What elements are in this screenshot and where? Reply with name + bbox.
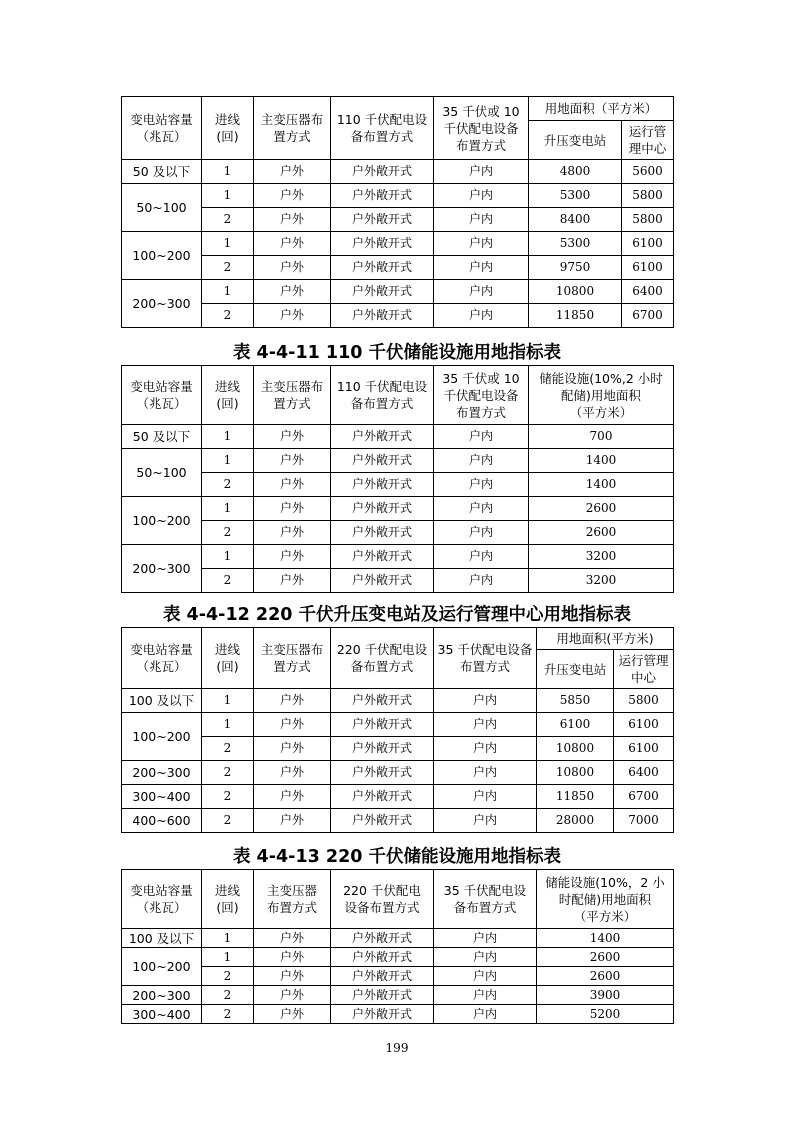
cell-d2: 户内 xyxy=(434,160,529,184)
cell-area: 8400 xyxy=(529,208,622,232)
table-row xyxy=(122,521,674,545)
cell-lines: 1 xyxy=(202,449,254,473)
cell-area: 4800 xyxy=(529,160,622,184)
header-transformer: 主变压器 布置方式 xyxy=(254,870,331,929)
cell-d1: 户外敞开式 xyxy=(331,569,434,593)
header-110kv-distribution: 110 千伏配电设 备布置方式 xyxy=(331,97,434,160)
cell-tr: 户外 xyxy=(254,449,331,473)
header-station: 升压变电站 xyxy=(529,121,622,160)
cell-d2: 户内 xyxy=(434,280,529,304)
cell-d1: 户外敞开式 xyxy=(331,208,434,232)
cell-mgmt: 6100 xyxy=(622,256,674,280)
cell-tr: 户外 xyxy=(254,521,331,545)
cell-d1: 户外敞开式 xyxy=(331,184,434,208)
table-row xyxy=(122,160,674,184)
cell-tr: 户外 xyxy=(254,689,331,713)
header-mgmt-center: 运行管理 中心 xyxy=(614,650,674,689)
cell-area: 700 xyxy=(529,425,674,449)
cell-d2: 户内 xyxy=(434,184,529,208)
cell-area: 3900 xyxy=(537,986,674,1005)
cell-d1: 户外敞开式 xyxy=(331,521,434,545)
cell-tr: 户外 xyxy=(254,280,331,304)
cell-d1: 户外敞开式 xyxy=(331,232,434,256)
cell-d1: 户外敞开式 xyxy=(331,304,434,328)
header-land-area: 用地面积（平方米） xyxy=(529,97,674,121)
cell-d2: 户内 xyxy=(434,713,537,737)
cell-lines: 1 xyxy=(202,689,254,713)
table-row xyxy=(122,545,674,569)
cell-tr: 户外 xyxy=(254,545,331,569)
cell-area: 28000 xyxy=(537,809,614,833)
cell-d1: 户外敞开式 xyxy=(331,425,434,449)
cell-lines: 2 xyxy=(202,785,254,809)
cell-d1: 户外敞开式 xyxy=(331,256,434,280)
table-row xyxy=(122,929,674,948)
cell-capacity: 100~200 xyxy=(122,232,202,280)
cell-area: 1400 xyxy=(537,929,674,948)
table-title-4-4-12: 表 4-4-12 220 千伏升压变电站及运行管理中心用地指标表 xyxy=(162,605,632,625)
land-index-table-110kv-storage xyxy=(121,365,674,593)
cell-d1: 户外敞开式 xyxy=(331,689,434,713)
cell-area: 5200 xyxy=(537,1005,674,1024)
cell-tr: 户外 xyxy=(254,425,331,449)
cell-capacity: 100~200 xyxy=(122,948,202,986)
header-lines: 进线 (回) xyxy=(202,97,254,160)
cell-tr: 户外 xyxy=(254,569,331,593)
header-220kv-distribution: 220 千伏配电设 备布置方式 xyxy=(331,628,434,689)
table-row xyxy=(122,425,674,449)
cell-lines: 2 xyxy=(202,761,254,785)
cell-area: 3200 xyxy=(529,545,674,569)
cell-d2: 户内 xyxy=(434,1005,537,1024)
table-row xyxy=(122,785,674,809)
land-index-table-110kv-station xyxy=(121,96,674,328)
header-35kv-distribution: 35 千伏配电设备 布置方式 xyxy=(434,628,537,689)
cell-lines: 1 xyxy=(202,425,254,449)
cell-d2: 户内 xyxy=(434,967,537,986)
cell-d2: 户内 xyxy=(434,304,529,328)
cell-lines: 1 xyxy=(202,929,254,948)
cell-capacity: 200~300 xyxy=(122,986,202,1005)
cell-tr: 户外 xyxy=(254,232,331,256)
cell-area: 10800 xyxy=(537,761,614,785)
page-number: 199 xyxy=(385,1041,409,1055)
header-35kv-distribution: 35 千伏或 10 千伏配电设备 布置方式 xyxy=(434,366,529,425)
cell-capacity: 100 及以下 xyxy=(122,929,202,948)
header-220kv-distribution: 220 千伏配电 设备布置方式 xyxy=(331,870,434,929)
table-row xyxy=(122,208,674,232)
cell-tr: 户外 xyxy=(254,304,331,328)
cell-tr: 户外 xyxy=(254,948,331,967)
cell-d1: 户外敞开式 xyxy=(331,737,434,761)
cell-area: 2600 xyxy=(537,967,674,986)
cell-tr: 户外 xyxy=(254,713,331,737)
cell-lines: 2 xyxy=(202,208,254,232)
header-35kv-distribution: 35 千伏配电设 备布置方式 xyxy=(434,870,537,929)
header-capacity: 变电站容量 （兆瓦） xyxy=(122,628,202,689)
cell-mgmt: 6100 xyxy=(614,713,674,737)
table-row xyxy=(122,304,674,328)
land-index-table-220kv-station xyxy=(121,627,674,833)
cell-capacity: 50 及以下 xyxy=(122,160,202,184)
cell-tr: 户外 xyxy=(254,497,331,521)
cell-area: 10800 xyxy=(537,737,614,761)
cell-d2: 户内 xyxy=(434,449,529,473)
table-row xyxy=(122,280,674,304)
cell-tr: 户外 xyxy=(254,160,331,184)
cell-mgmt: 7000 xyxy=(614,809,674,833)
table-row xyxy=(122,473,674,497)
header-lines: 进线 (回) xyxy=(202,366,254,425)
cell-area: 5850 xyxy=(537,689,614,713)
cell-capacity: 200~300 xyxy=(122,545,202,593)
table-row xyxy=(122,737,674,761)
cell-d2: 户内 xyxy=(434,208,529,232)
table-row xyxy=(122,761,674,785)
cell-capacity: 100~200 xyxy=(122,497,202,545)
cell-tr: 户外 xyxy=(254,737,331,761)
cell-area: 11850 xyxy=(537,785,614,809)
cell-lines: 1 xyxy=(202,280,254,304)
table-row xyxy=(122,569,674,593)
cell-tr: 户外 xyxy=(254,256,331,280)
cell-area: 11850 xyxy=(529,304,622,328)
cell-area: 10800 xyxy=(529,280,622,304)
cell-d1: 户外敞开式 xyxy=(331,449,434,473)
table-title-4-4-13: 表 4-4-13 220 千伏储能设施用地指标表 xyxy=(232,847,562,867)
cell-d1: 户外敞开式 xyxy=(331,1005,434,1024)
header-lines: 进线 (回) xyxy=(202,628,254,689)
cell-d2: 户内 xyxy=(434,232,529,256)
cell-d1: 户外敞开式 xyxy=(331,929,434,948)
cell-lines: 1 xyxy=(202,232,254,256)
cell-tr: 户外 xyxy=(254,473,331,497)
cell-mgmt: 6100 xyxy=(622,232,674,256)
cell-capacity: 100 及以下 xyxy=(122,689,202,713)
cell-d2: 户内 xyxy=(434,256,529,280)
table-row xyxy=(122,967,674,986)
header-transformer: 主变压器布 置方式 xyxy=(254,97,331,160)
table-row xyxy=(122,256,674,280)
cell-d1: 户外敞开式 xyxy=(331,545,434,569)
cell-d1: 户外敞开式 xyxy=(331,160,434,184)
cell-capacity: 200~300 xyxy=(122,761,202,785)
cell-mgmt: 6400 xyxy=(614,761,674,785)
cell-capacity: 300~400 xyxy=(122,785,202,809)
header-storage-area: 储能设施(10%,2 小时 配储)用地面积 （平方米） xyxy=(529,366,674,425)
header-capacity: 变电站容量 （兆瓦） xyxy=(122,870,202,929)
cell-capacity: 400~600 xyxy=(122,809,202,833)
header-35kv-distribution: 35 千伏或 10 千伏配电设备 布置方式 xyxy=(434,97,529,160)
cell-capacity: 50 及以下 xyxy=(122,425,202,449)
cell-area: 1400 xyxy=(529,473,674,497)
cell-d1: 户外敞开式 xyxy=(331,986,434,1005)
cell-lines: 2 xyxy=(202,256,254,280)
cell-mgmt: 6400 xyxy=(622,280,674,304)
cell-d1: 户外敞开式 xyxy=(331,497,434,521)
cell-area: 1400 xyxy=(529,449,674,473)
cell-d2: 户内 xyxy=(434,986,537,1005)
cell-lines: 1 xyxy=(202,545,254,569)
cell-d2: 户内 xyxy=(434,785,537,809)
cell-mgmt: 5600 xyxy=(622,160,674,184)
cell-d1: 户外敞开式 xyxy=(331,967,434,986)
cell-lines: 2 xyxy=(202,569,254,593)
cell-tr: 户外 xyxy=(254,929,331,948)
table-row xyxy=(122,232,674,256)
cell-d2: 户内 xyxy=(434,809,537,833)
cell-tr: 户外 xyxy=(254,809,331,833)
cell-area: 2600 xyxy=(529,497,674,521)
cell-tr: 户外 xyxy=(254,761,331,785)
cell-d1: 户外敞开式 xyxy=(331,280,434,304)
cell-area: 3200 xyxy=(529,569,674,593)
cell-d1: 户外敞开式 xyxy=(331,473,434,497)
cell-tr: 户外 xyxy=(254,785,331,809)
cell-mgmt: 5800 xyxy=(622,208,674,232)
cell-mgmt: 5800 xyxy=(622,184,674,208)
cell-lines: 1 xyxy=(202,184,254,208)
cell-d2: 户内 xyxy=(434,425,529,449)
cell-area: 5300 xyxy=(529,232,622,256)
land-index-table-220kv-storage xyxy=(121,869,674,1024)
cell-area: 5300 xyxy=(529,184,622,208)
cell-d2: 户内 xyxy=(434,737,537,761)
header-transformer: 主变压器布 置方式 xyxy=(254,628,331,689)
cell-tr: 户外 xyxy=(254,208,331,232)
header-lines: 进线 (回) xyxy=(202,870,254,929)
table-row xyxy=(122,986,674,1005)
header-110kv-distribution: 110 千伏配电设 备布置方式 xyxy=(331,366,434,425)
cell-d2: 户内 xyxy=(434,569,529,593)
cell-d1: 户外敞开式 xyxy=(331,948,434,967)
header-station: 升压变电站 xyxy=(537,650,614,689)
header-capacity: 变电站容量 （兆瓦） xyxy=(122,97,202,160)
cell-lines: 2 xyxy=(202,304,254,328)
cell-mgmt: 6700 xyxy=(614,785,674,809)
table-row xyxy=(122,497,674,521)
table-row xyxy=(122,449,674,473)
cell-d2: 户内 xyxy=(434,689,537,713)
cell-mgmt: 6700 xyxy=(622,304,674,328)
table-row xyxy=(122,948,674,967)
cell-lines: 2 xyxy=(202,737,254,761)
cell-mgmt: 6100 xyxy=(614,737,674,761)
cell-d1: 户外敞开式 xyxy=(331,809,434,833)
cell-lines: 2 xyxy=(202,986,254,1005)
cell-lines: 2 xyxy=(202,967,254,986)
header-storage-area: 储能设施(10%，2 小 时配储)用地面积 （平方米） xyxy=(537,870,674,929)
cell-d1: 户外敞开式 xyxy=(331,761,434,785)
cell-lines: 2 xyxy=(202,1005,254,1024)
cell-d2: 户内 xyxy=(434,929,537,948)
cell-lines: 1 xyxy=(202,948,254,967)
cell-tr: 户外 xyxy=(254,184,331,208)
cell-capacity: 300~400 xyxy=(122,1005,202,1024)
table-row xyxy=(122,809,674,833)
cell-tr: 户外 xyxy=(254,986,331,1005)
table-row xyxy=(122,184,674,208)
cell-lines: 2 xyxy=(202,809,254,833)
cell-tr: 户外 xyxy=(254,967,331,986)
cell-d1: 户外敞开式 xyxy=(331,785,434,809)
cell-d2: 户内 xyxy=(434,545,529,569)
header-mgmt-center: 运行管 理中心 xyxy=(622,121,674,160)
table-row xyxy=(122,1005,674,1024)
cell-d1: 户外敞开式 xyxy=(331,713,434,737)
cell-lines: 1 xyxy=(202,497,254,521)
header-transformer: 主变压器布 置方式 xyxy=(254,366,331,425)
cell-d2: 户内 xyxy=(434,948,537,967)
cell-tr: 户外 xyxy=(254,1005,331,1024)
cell-capacity: 50~100 xyxy=(122,184,202,232)
header-capacity: 变电站容量 （兆瓦） xyxy=(122,366,202,425)
cell-area: 2600 xyxy=(529,521,674,545)
header-land-area: 用地面积(平方米) xyxy=(537,628,674,650)
cell-lines: 2 xyxy=(202,473,254,497)
cell-capacity: 200~300 xyxy=(122,280,202,328)
cell-capacity: 100~200 xyxy=(122,713,202,761)
cell-d2: 户内 xyxy=(434,521,529,545)
cell-lines: 2 xyxy=(202,521,254,545)
cell-area: 6100 xyxy=(537,713,614,737)
table-title-4-4-11: 表 4-4-11 110 千伏储能设施用地指标表 xyxy=(232,343,562,363)
cell-d2: 户内 xyxy=(434,761,537,785)
cell-area: 9750 xyxy=(529,256,622,280)
cell-d2: 户内 xyxy=(434,473,529,497)
table-row xyxy=(122,713,674,737)
cell-d2: 户内 xyxy=(434,497,529,521)
cell-capacity: 50~100 xyxy=(122,449,202,497)
cell-area: 2600 xyxy=(537,948,674,967)
cell-lines: 1 xyxy=(202,160,254,184)
table-row xyxy=(122,689,674,713)
cell-lines: 1 xyxy=(202,713,254,737)
cell-mgmt: 5800 xyxy=(614,689,674,713)
